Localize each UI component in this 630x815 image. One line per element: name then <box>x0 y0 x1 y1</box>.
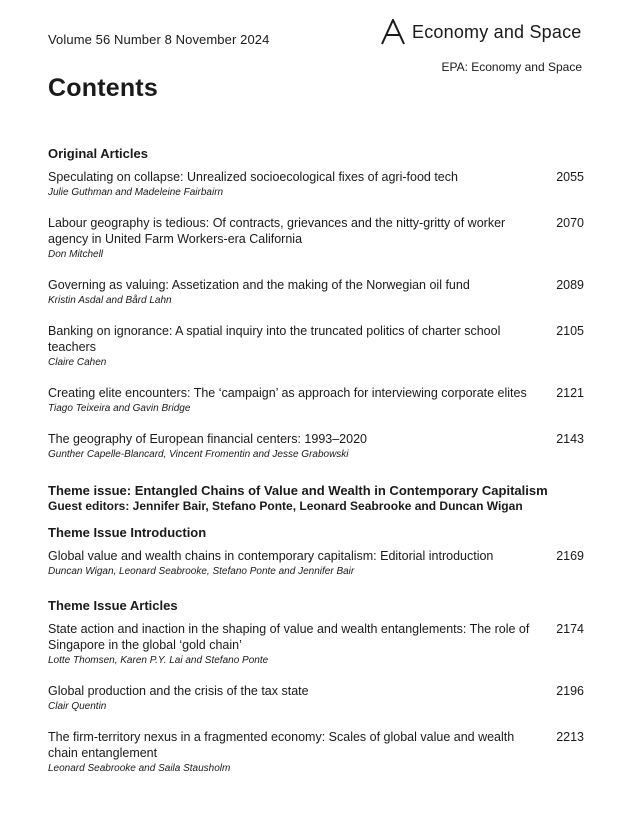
article-title: Banking on ignorance: A spatial inquiry into the truncated politics of charter school teachers <box>48 324 501 354</box>
journal-logo-icon <box>380 19 406 45</box>
theme-issue-section <box>48 483 584 578</box>
article-title: Governing as valuing: Assetization and the making of the Norwegian oil fund <box>48 278 470 292</box>
article-authors: Gunther Capelle-Blancard, Vincent Fromentin and Jesse Grabowski <box>48 449 349 460</box>
journal-brand <box>380 19 582 45</box>
article-title: The firm-territory nexus in a fragmented economy: Scales of global value and wealth chain entanglement <box>48 730 515 760</box>
article-list <box>48 621 584 775</box>
article-list <box>48 169 584 461</box>
toc-entry <box>48 729 584 775</box>
page-number: 2174 <box>556 622 584 636</box>
page-number: 2070 <box>556 216 584 230</box>
theme-articles-section <box>48 598 584 775</box>
page-title: Contents <box>48 74 158 102</box>
page-number: 2121 <box>556 386 584 400</box>
original-articles-section <box>48 146 584 461</box>
page-number: 2196 <box>556 684 584 698</box>
toc-entry <box>48 277 584 307</box>
section-heading: Theme Issue Introduction <box>48 525 207 540</box>
article-authors: Don Mitchell <box>48 249 104 260</box>
toc-entry <box>48 385 584 415</box>
article-title: Global value and wealth chains in contemporary capitalism: Editorial introduction <box>48 549 494 563</box>
toc-entry <box>48 621 584 667</box>
page-number: 2105 <box>556 324 584 338</box>
toc-entry <box>48 548 584 578</box>
section-heading: Theme Issue Articles <box>48 598 178 613</box>
article-title: The geography of European financial centers: 1993–2020 <box>48 432 367 446</box>
article-authors: Leonard Seabrooke and Saila Stausholm <box>48 763 231 774</box>
article-authors: Kristin Asdal and Bård Lahn <box>48 295 172 306</box>
toc-entry <box>48 683 584 713</box>
toc-entry <box>48 431 584 461</box>
article-authors: Clair Quentin <box>48 701 107 712</box>
article-list <box>48 548 584 578</box>
article-title: Labour geography is tedious: Of contracts, grievances and the nitty-gritty of worker agency in United Farm Workers-era California <box>48 216 506 246</box>
guest-editors: Guest editors: Jennifer Bair, Stefano Ponte, Leonard Seabrooke and Duncan Wigan <box>48 499 523 513</box>
toc-entry <box>48 169 584 199</box>
article-authors: Claire Cahen <box>48 357 107 368</box>
article-authors: Lotte Thomsen, Karen P.Y. Lai and Stefano Ponte <box>48 655 269 666</box>
page-number: 2213 <box>556 730 584 744</box>
table-of-contents <box>48 146 584 791</box>
section-heading: Original Articles <box>48 146 148 161</box>
issue-info: Volume 56 Number 8 November 2024 <box>48 32 270 47</box>
article-title: State action and inaction in the shaping of value and wealth entanglements: The role of Singapore in the global ‘gold chain’ <box>48 622 530 652</box>
article-authors: Julie Guthman and Madeleine Fairbairn <box>48 187 224 198</box>
article-title: Creating elite encounters: The ‘campaign’ as approach for interviewing corporate elites <box>48 386 527 400</box>
toc-entry <box>48 215 584 261</box>
article-title: Speculating on collapse: Unrealized socioecological fixes of agri-food tech <box>48 170 458 184</box>
journal-name: Economy and Space <box>412 21 582 42</box>
journal-short-title: EPA: Economy and Space <box>441 60 582 74</box>
page-number: 2169 <box>556 549 584 563</box>
article-authors: Tiago Teixeira and Gavin Bridge <box>48 403 191 414</box>
page-number: 2089 <box>556 278 584 292</box>
article-authors: Duncan Wigan, Leonard Seabrooke, Stefano Ponte and Jennifer Bair <box>48 566 355 577</box>
toc-entry <box>48 323 584 369</box>
article-title: Global production and the crisis of the tax state <box>48 684 309 698</box>
theme-title: Theme issue: Entangled Chains of Value and Wealth in Contemporary Capitalism <box>48 483 548 498</box>
page-number: 2143 <box>556 432 584 446</box>
page-number: 2055 <box>556 170 584 184</box>
